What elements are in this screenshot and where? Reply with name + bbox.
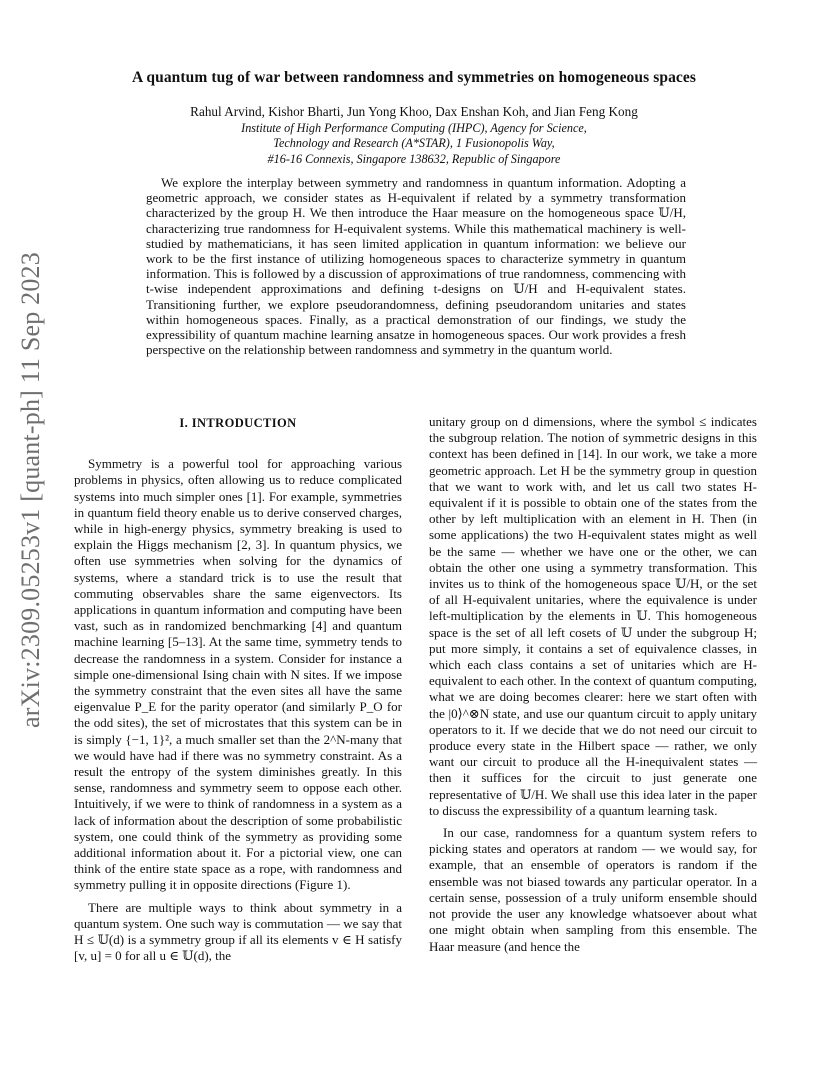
affiliation-line: Institute of High Performance Computing (IHPC), Agency for Science,: [241, 121, 587, 135]
author-list: Rahul Arvind, Kishor Bharti, Jun Yong Khoo, Dax Enshan Koh, and Jian Feng Kong: [190, 104, 638, 119]
body-paragraph: Symmetry is a powerful tool for approaching various problems in physics, often allowing us to reduce complicated systems into much simpler ones [1]. For example, symmetries in quantum field theory enable us to derive conserved charges, while in high-energy physics, symmetry breaking is used to explain the Higgs mechanism [2, 3]. In quantum physics, we often use symmetries when solving for the dynamics of systems, where a standard trick is to use the result that commuting observables share the same eigenvectors. Its applications in quantum information and computing have been vast, such as in randomized benchmarking [4] and quantum machine learning [5–13]. At the same time, symmetry tends to decrease the randomness in a system. Consider for instance a simple one-dimensional Ising chain with N sites. If we impose the symmetry constraint that the even sites all have the same eigenvalue P_E for the parity operator (and similarly P_O for the odd sites), the set of microstates that this system can be in is simply {−1, 1}², a much smaller set than the 2^N-many that we would have had if there was no symmetry constraint. As a result the entropy of the system diminishes greatly. In this sense, randomness and symmetry seem to oppose each other. Intuitively, if we were to think of randomness in a system as a lack of information about the description of some probabilistic system, one could think of the symmetry as providing some additional information about it. For a pictorial view, one can think of the entire state space as a rope, with randomness and symmetry pulling it in opposite directions (Figure 1).: [74, 456, 402, 893]
affiliation-line: #16-16 Connexis, Singapore 138632, Republic of Singapore: [267, 151, 561, 166]
section-heading-introduction: I. INTRODUCTION: [179, 416, 297, 430]
body-paragraph: unitary group on d dimensions, where the symbol ≤ indicates the subgroup relation. The notion of symmetric designs in this context has been defined in [14]. In our work, we take a more geometric approach. Let H be the symmetry group in question that we want to work with, and let us call two states H-equivalent if it is possible to obtain one of the states from the other by left multiplication with an element in H. Then (in some applications) the two H-equivalent states might as well be the same — whether we have one or the other, we can obtain the other one using a symmetry transformation. This invites us to think of the homogeneous space 𝕌/H, or the set of all H-equivalent unitaries, where the equivalence is under left-multiplication by the elements in 𝕌. This homogeneous space is the set of all left cosets of 𝕌 under the subgroup H; put more simply, it contains a set of equivalence classes, in which each class contains a set of unitaries which are H-equivalent to each other. In the context of quantum computing, what we are doing becomes clearer: here we start often with the |0⟩^⊗N state, and use our quantum circuit to apply unitary operators to it. If we decide that we do not need our circuit to produce every state in the Hilbert space — rather, we only want our circuit to produce all the H-inequivalent states — then it suffices for the circuit to just generate one representative of 𝕌/H. We shall use this idea later in the paper to discuss the expressibility of a quantum learning task.: [429, 414, 757, 818]
arxiv-sidebar: [14, 252, 48, 728]
affiliation-line: Technology and Research (A*STAR), 1 Fusionopolis Way,: [273, 136, 555, 151]
paper-title: A quantum tug of war between randomness and symmetries on homogeneous spaces: [131, 69, 697, 86]
arxiv-identifier: arXiv:2309.05253v1 [quant-ph] 11 Sep 2023: [16, 252, 45, 728]
affiliation: [80, 121, 748, 167]
left-column: [74, 414, 402, 965]
body-paragraph: There are multiple ways to think about symmetry in a quantum system. One such way is commutation — we say that H ≤ 𝕌(d) is a symmetry group if all its elements v ∈ H satisfy [v, u] = 0 for all u ∈ 𝕌(d), the: [74, 899, 402, 964]
body-paragraph: In our case, randomness for a quantum system refers to picking states and operators at random — we would say, for example, that an ensemble of operators is random if the ensemble was not biased towards any particular operator. In a certain sense, possession of a truly uniform ensemble should not provide the user any knowledge whatsoever about what one might obtain when sampling from this ensemble. The Haar measure (and hence the: [429, 825, 757, 954]
right-column: [429, 414, 757, 955]
abstract: We explore the interplay between symmetry and randomness in quantum information. Adopting a geometric approach, we consider states as H-equivalent if related by a symmetry transformation characterized by the group H. We then introduce the Haar measure on the homogeneous space 𝕌/H, characterizing true randomness for H-equivalent systems. While this mathematical machinery is well-studied by mathematicians, it has seen limited application in quantum information: we believe our work to be the first instance of utilizing homogeneous spaces to characterize symmetry in quantum information. This is followed by a discussion of approximations of true randomness, commencing with t-wise independent approximations and defining t-designs on 𝕌/H and H-equivalent states. Transitioning further, we explore pseudorandomness, defining pseudorandom unitaries and states within homogeneous spaces. Finally, as a practical demonstration of our findings, we study the expressibility of quantum machine learning ansatze in homogeneous spaces. Our work provides a fresh perspective on the relationship between randomness and symmetry in the quantum world.: [146, 175, 686, 358]
